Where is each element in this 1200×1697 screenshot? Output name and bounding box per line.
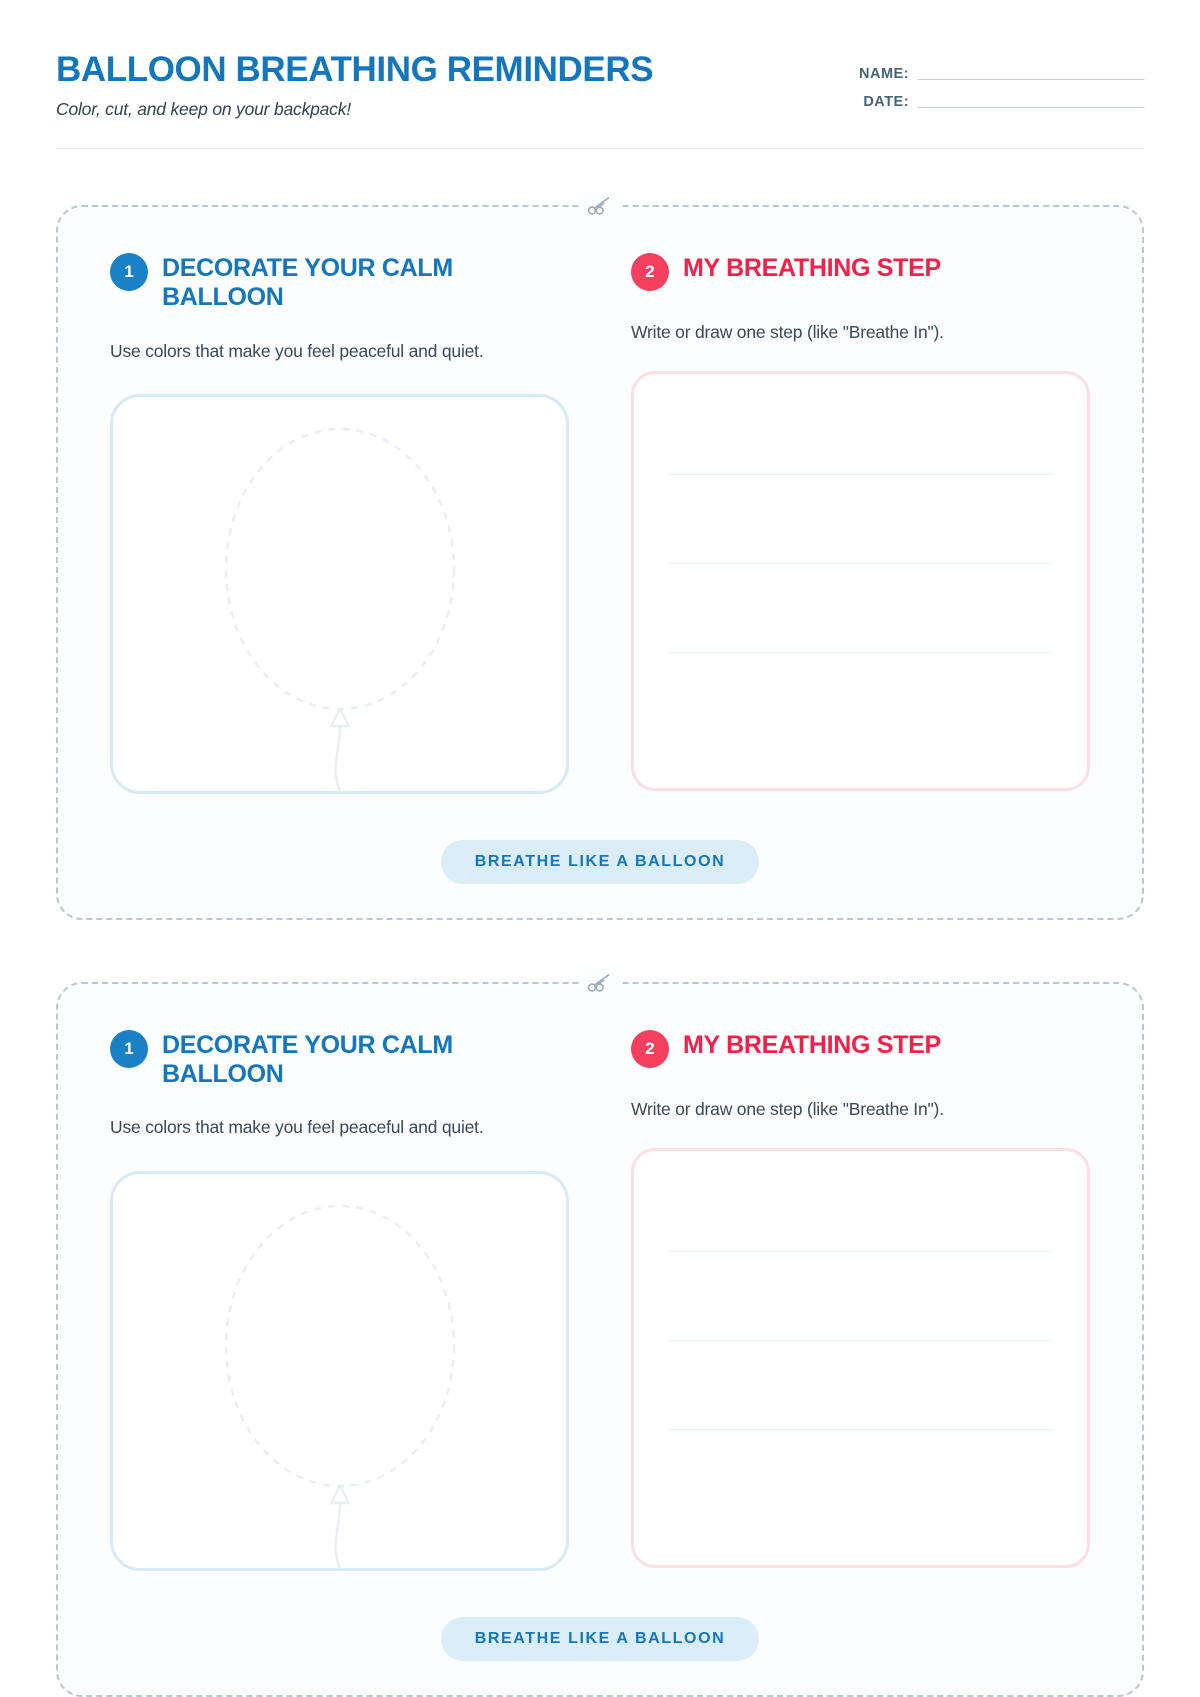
page-subtitle: Color, cut, and keep on your backpack! bbox=[56, 98, 351, 119]
scissors-icon bbox=[580, 968, 620, 998]
step-two-heading bbox=[631, 251, 1090, 291]
card-columns bbox=[110, 251, 1090, 794]
step-one-title: DECORATE YOUR CALM BALLOON bbox=[162, 254, 453, 311]
step-two-column bbox=[631, 251, 1090, 794]
step-two-description: Write or draw one step (like "Breathe In"). bbox=[631, 322, 944, 342]
step-two-column bbox=[631, 1028, 1090, 1571]
breathing-step-write-area[interactable] bbox=[631, 371, 1090, 791]
step-two-number-badge: 2 bbox=[631, 253, 669, 291]
step-one-description: Use colors that make you feel peaceful and quiet. bbox=[110, 1117, 484, 1138]
header-fields bbox=[764, 52, 1144, 122]
card-footer bbox=[110, 1617, 1090, 1661]
breathe-like-a-balloon-pill: BREATHE LIKE A BALLOON bbox=[441, 840, 760, 884]
card-footer bbox=[110, 840, 1090, 884]
balloon-drawing-area[interactable] bbox=[110, 1171, 569, 1571]
card-columns bbox=[110, 1028, 1090, 1571]
step-one-heading bbox=[110, 251, 569, 312]
balloon-drawing-area[interactable] bbox=[110, 394, 569, 794]
scissors-icon bbox=[580, 191, 620, 221]
date-field-line[interactable]: ______________________________ bbox=[917, 94, 1144, 110]
page-header bbox=[56, 52, 1144, 140]
name-field-line[interactable]: ______________________________ bbox=[917, 66, 1144, 82]
step-one-title: DECORATE YOUR CALM BALLOON bbox=[162, 1030, 453, 1088]
step-two-heading bbox=[631, 1028, 1090, 1068]
write-line bbox=[668, 652, 1053, 653]
name-field-row[interactable] bbox=[764, 66, 1144, 82]
write-line bbox=[668, 1429, 1053, 1430]
breathe-like-a-balloon-pill: BREATHE LIKE A BALLOON bbox=[441, 1617, 760, 1661]
step-one-column bbox=[110, 1028, 569, 1571]
date-field-label: DATE: bbox=[863, 94, 910, 110]
step-one-number-badge: 1 bbox=[110, 253, 148, 291]
balloon-outline-icon bbox=[210, 1171, 470, 1571]
step-two-title: MY BREATHING STEP bbox=[683, 254, 941, 282]
write-line bbox=[668, 1340, 1053, 1341]
step-one-heading bbox=[110, 1028, 569, 1089]
date-field-row[interactable] bbox=[764, 94, 1144, 110]
header-divider bbox=[56, 148, 1144, 149]
write-line bbox=[668, 563, 1053, 564]
cut-card bbox=[56, 982, 1144, 1697]
step-one-column bbox=[110, 251, 569, 794]
balloon-outline-icon bbox=[210, 394, 470, 794]
step-two-description: Write or draw one step (like "Breathe In"). bbox=[631, 1098, 944, 1119]
page-title: BALLOON BREATHING REMINDERS bbox=[56, 50, 654, 89]
step-two-title: MY BREATHING STEP bbox=[683, 1030, 941, 1059]
name-field-label: NAME: bbox=[859, 66, 910, 82]
header-title-block bbox=[56, 52, 653, 120]
write-line bbox=[668, 1251, 1053, 1252]
step-two-number-badge: 2 bbox=[631, 1030, 669, 1068]
cut-card bbox=[56, 205, 1144, 920]
breathing-step-write-area[interactable] bbox=[631, 1148, 1090, 1568]
step-one-description: Use colors that make you feel peaceful and quiet. bbox=[110, 340, 484, 361]
step-one-number-badge: 1 bbox=[110, 1030, 148, 1068]
write-line bbox=[668, 474, 1053, 475]
